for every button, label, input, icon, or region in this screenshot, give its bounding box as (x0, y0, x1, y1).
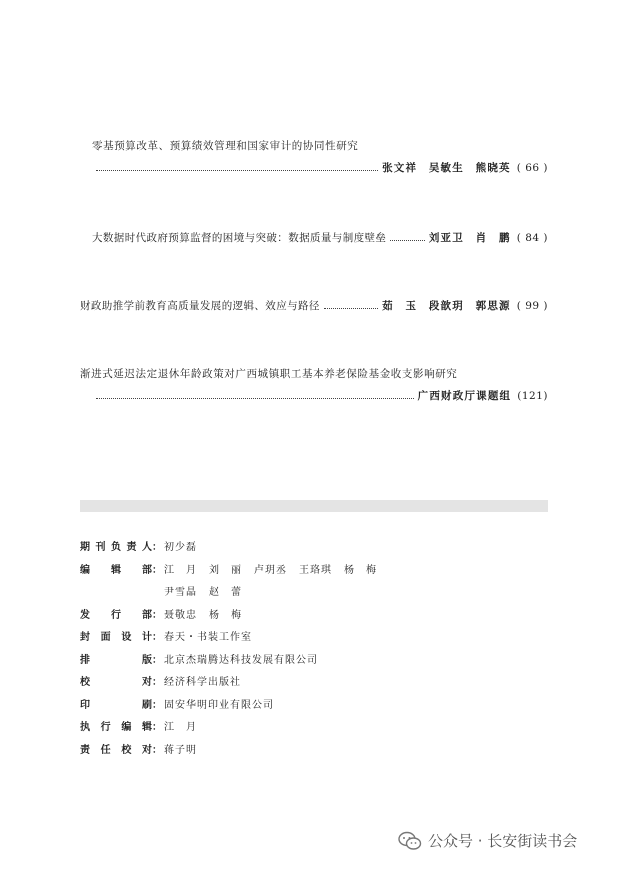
credit-person: 固安华明印业有限公司 (164, 699, 274, 711)
toc-entry-title: 渐进式延迟法定退休年龄政策对广西城镇职工基本养老保险基金收支影响研究 (80, 368, 458, 380)
credit-value (162, 538, 209, 553)
credit-label-char: 任 (100, 744, 111, 756)
toc-entry-line (92, 230, 548, 245)
toc-entry-line (92, 388, 548, 403)
section-divider-bar (80, 500, 548, 512)
credit-person: 初少磊 (164, 542, 197, 553)
credit-person: 刘 丽 (209, 564, 242, 576)
dot-leader (390, 240, 425, 241)
credit-person: 王珞琪 (299, 564, 332, 576)
credit-label-char: 设 (121, 632, 132, 643)
credit-label-char: 责 (80, 744, 90, 756)
credit-row (80, 606, 389, 629)
credit-label-char: 封 (80, 632, 90, 643)
credit-person: 江 月 (164, 722, 197, 733)
toc-entry-authors: 广西财政厅课题组 (417, 390, 512, 402)
credit-row (80, 538, 389, 561)
credit-label-char: 行 (111, 609, 121, 621)
credit-value (162, 561, 389, 576)
credit-person: 聂敬忠 (164, 609, 197, 621)
credit-colon: ： (152, 722, 162, 733)
credit-person: 江 月 (164, 564, 197, 576)
credit-person: 尹雪晶 (164, 587, 197, 598)
credit-colon: ： (152, 677, 162, 688)
credit-label-char: 印 (80, 699, 90, 711)
toc-entry-page: ( 99 ) (516, 299, 548, 312)
credit-label (80, 606, 152, 621)
wechat-watermark (398, 830, 577, 851)
credit-label-char: 排 (80, 654, 90, 666)
credit-label-char: 辑 (141, 722, 152, 733)
credit-row (80, 741, 389, 764)
dot-leader (96, 398, 414, 399)
credit-person: 蒋子明 (164, 744, 197, 756)
watermark-text: 公众号 · 长安街读书会 (428, 832, 578, 850)
credit-label-char: 负 (111, 542, 121, 553)
credit-colon: ： (152, 632, 162, 643)
credit-colon: ： (152, 609, 162, 621)
credit-label-char: 对 (141, 744, 152, 756)
toc-entry-authors: 刘亚卫 肖 鹏 (428, 232, 511, 244)
credit-label-char: 编 (80, 564, 90, 576)
credit-colon: ： (152, 542, 162, 553)
credit-row (80, 651, 389, 674)
credit-label-char: 刊 (95, 542, 106, 553)
credit-value (162, 628, 264, 643)
credit-label (80, 673, 152, 688)
toc-entry-title: 大数据时代政府预算监督的困境与突破：数据质量与制度壁垒 (92, 232, 387, 244)
credit-row (80, 561, 389, 584)
credit-label-char: 责 (126, 542, 137, 553)
credit-colon: ： (152, 654, 162, 666)
credit-value (162, 583, 254, 598)
credit-label (80, 696, 152, 711)
credit-person: 卢玥丞 (254, 564, 287, 576)
masthead-credits (80, 538, 389, 763)
toc-entry-page: ( 84 ) (516, 231, 548, 244)
credit-label-char: 刷 (142, 699, 152, 711)
credit-label-char: 部 (142, 609, 152, 621)
credit-label-char: 人 (142, 542, 152, 553)
credit-person: 北京杰瑞腾达科技发展有限公司 (164, 654, 318, 666)
credit-label (80, 651, 152, 666)
credit-colon: ： (152, 564, 162, 576)
credit-colon: ： (152, 744, 162, 756)
credit-label-char: 计 (141, 632, 152, 643)
toc-entry-authors: 茹 玉 段歆玥 郭思源 (382, 300, 511, 312)
credit-label-char: 期 (80, 542, 90, 553)
credit-person: 杨 梅 (209, 609, 242, 621)
credit-person: 赵 蕾 (209, 587, 242, 598)
credit-label-char: 版 (142, 654, 152, 666)
credit-value (162, 606, 254, 621)
toc-entry-page: (121) (517, 389, 548, 402)
credit-row (80, 673, 389, 696)
credit-label (80, 628, 152, 643)
credit-row (80, 583, 389, 606)
credit-label-char: 行 (100, 722, 111, 733)
toc-entry-line (92, 160, 548, 175)
credit-label-char: 执 (80, 722, 90, 733)
credit-person: 春天・书装工作室 (164, 632, 252, 643)
credit-row (80, 718, 389, 741)
credit-label (80, 538, 152, 553)
credit-label-char: 校 (80, 677, 90, 688)
credit-colon: ： (152, 699, 162, 711)
credit-row (80, 696, 389, 719)
toc-entry-page: ( 66 ) (516, 161, 548, 174)
toc-entry-title: 零基预算改革、预算绩效管理和国家审计的协同性研究 (92, 140, 359, 152)
credit-value (162, 651, 330, 666)
credit-value (162, 741, 209, 756)
dot-leader (324, 308, 378, 309)
toc-entry-title: 财政助推学前教育高质量发展的逻辑、效应与路径 (80, 300, 320, 312)
credit-label-char: 部 (142, 564, 152, 576)
credit-label-char: 编 (121, 722, 132, 733)
toc-entry-line (80, 298, 548, 313)
credit-label-char: 校 (121, 744, 132, 756)
credit-label-char: 对 (142, 677, 152, 688)
credit-label (80, 561, 152, 576)
credit-label (80, 718, 152, 733)
dot-leader (96, 170, 378, 171)
credit-value (162, 673, 253, 688)
credit-value (162, 718, 209, 733)
credit-label-char: 辑 (111, 564, 121, 576)
toc-entry-authors: 张文祥 吴敏生 熊晓英 (382, 162, 511, 174)
wechat-official-account-icon (398, 831, 422, 851)
credit-label (80, 741, 152, 756)
credit-label-char: 面 (100, 632, 111, 643)
credit-person: 经济科学出版社 (164, 677, 241, 688)
credit-row (80, 628, 389, 651)
credit-value (162, 696, 286, 711)
credit-label-char: 发 (80, 609, 90, 621)
credit-person: 杨 梅 (344, 564, 377, 576)
